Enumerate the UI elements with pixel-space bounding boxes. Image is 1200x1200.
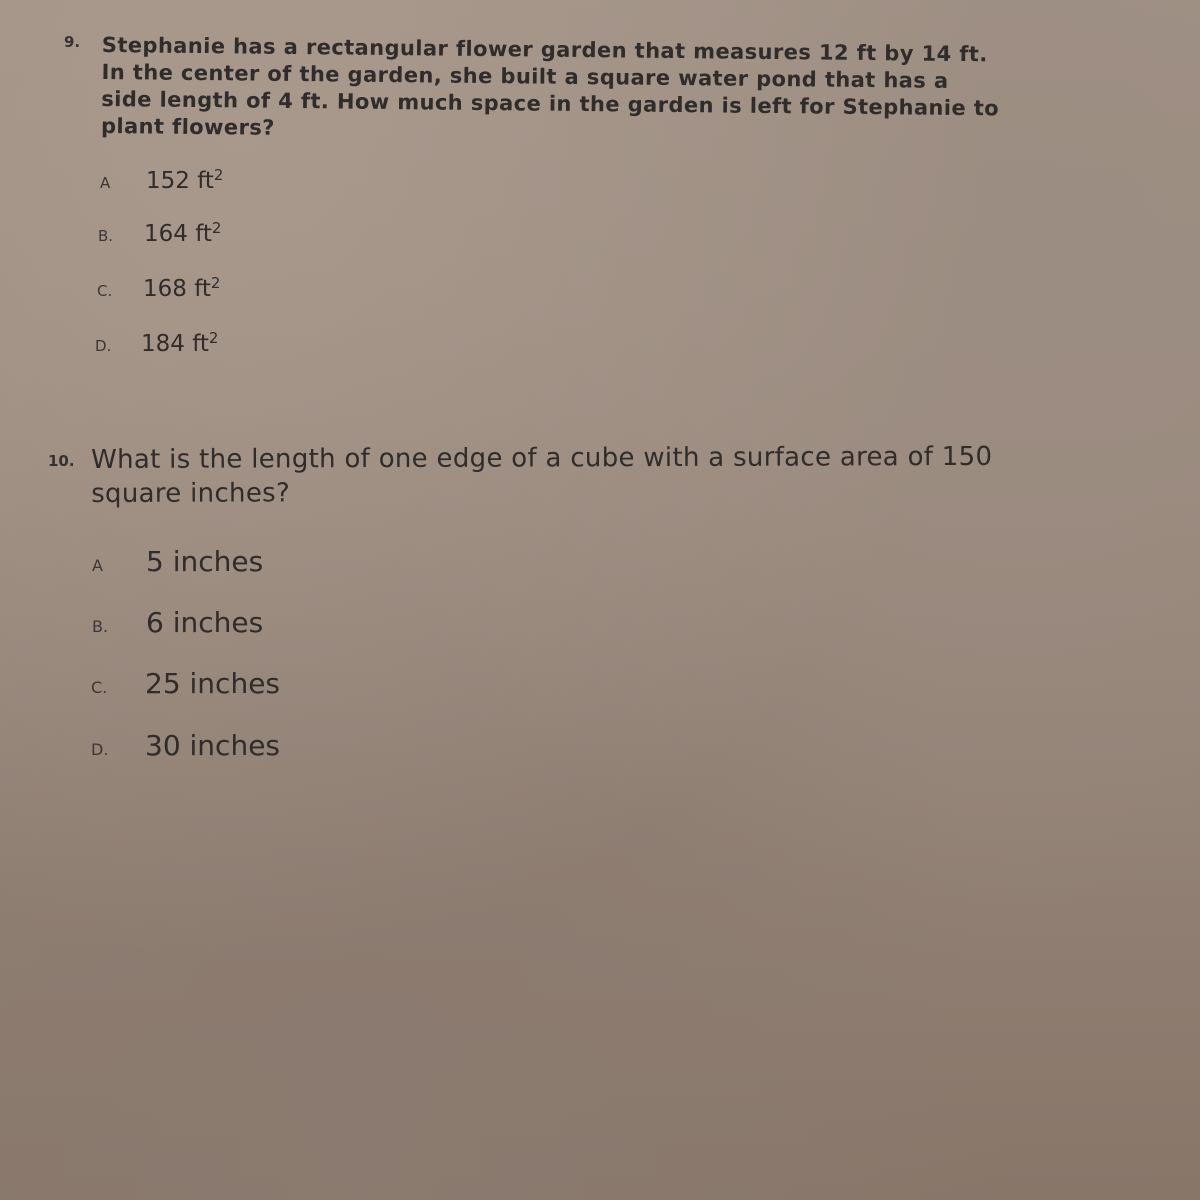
question-line: side length of 4 ft. How much space in the garden is left for Stephanie to [101,86,1000,121]
question-line: square inches? [91,478,291,509]
answer-option-d [95,328,219,357]
answer-option-a [92,545,263,578]
answer-option-c [91,667,280,700]
question-number: 9. [64,33,81,51]
answer-option-d [91,729,280,762]
option-value: 184 $ft^2$ [141,328,219,357]
option-value: 164 $ft^2$ [144,218,222,247]
option-letter: C. [97,282,113,300]
option-value: 152 $ft^2$ [146,165,224,194]
question-number: 10. [48,452,75,470]
answer-option-b [98,218,222,247]
option-letter: C. [91,678,108,697]
option-letter: D. [91,740,109,759]
question-text [101,32,1000,149]
question-text [91,440,992,511]
option-letter: A [100,174,111,192]
option-letter: D. [95,337,112,355]
option-letter: A [92,556,103,575]
question-line: In the center of the garden, she built a square water pond that has a [101,59,949,93]
option-value: 168 $ft^2$ [143,273,221,302]
question-line: plant flowers? [100,113,275,140]
option-value: 6 inches [146,606,264,639]
question-line: Stephanie has a rectangular flower garden that measures 12 ft by 14 ft. [101,32,988,67]
option-value: 5 inches [146,545,264,578]
option-value: 30 inches [145,729,281,762]
option-letter: B. [92,617,109,636]
answer-option-a [100,165,224,194]
answer-option-b [92,606,263,639]
option-value: 25 inches [145,667,281,700]
option-letter: B. [98,227,114,245]
answer-option-c [97,273,221,302]
question-line: What is the length of one edge of a cube with a surface area of 150 [91,441,993,475]
